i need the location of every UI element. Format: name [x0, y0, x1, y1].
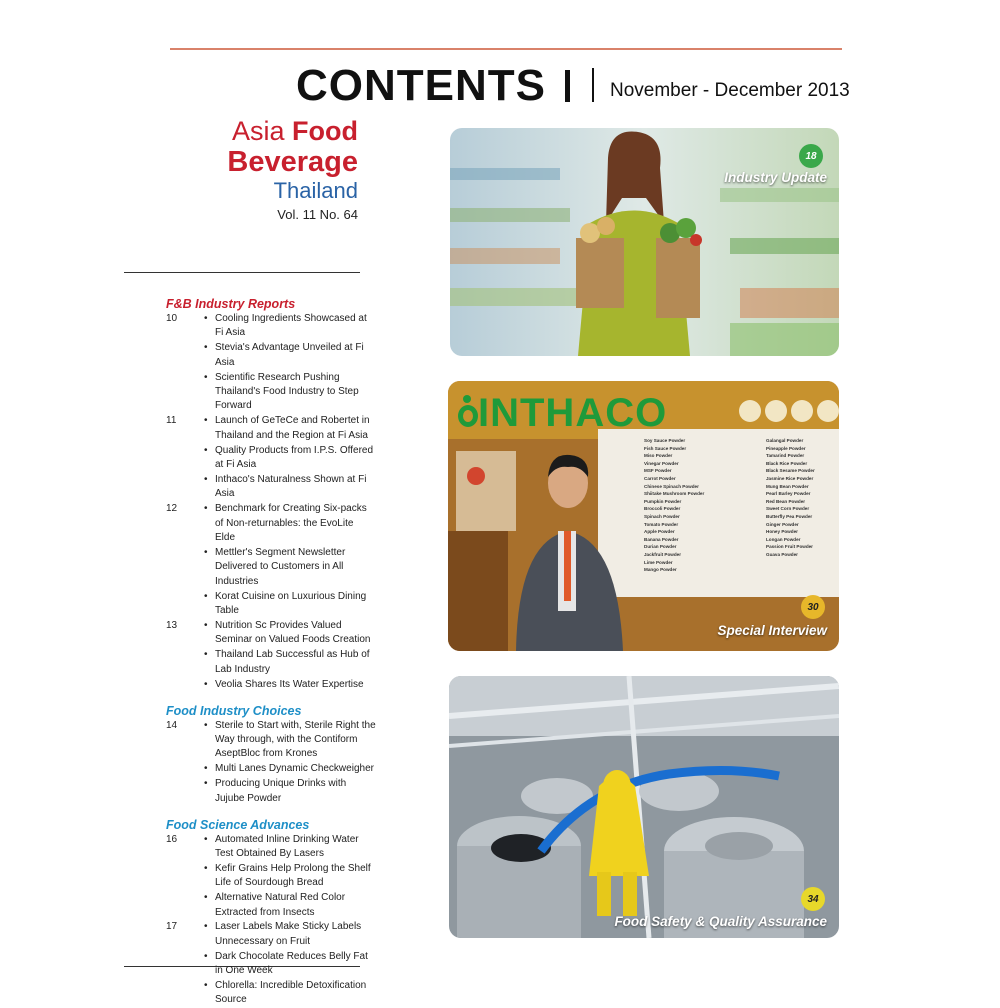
- toc-item-title: Kefir Grains Help Prolong the Shelf Life of Sourdough Bread: [215, 862, 371, 889]
- toc-page-number: 11: [166, 415, 177, 427]
- bullet-icon: •: [204, 371, 208, 383]
- toc-item-title: Veolia Shares Its Water Expertise: [215, 678, 364, 690]
- toc-page-number: 10: [166, 313, 178, 324]
- bullet-icon: •: [204, 778, 208, 790]
- toc-page-number: 14: [166, 719, 178, 731]
- powder-label: Mung Bean Powder: [766, 483, 809, 489]
- toc-item-title: Dark Chocolate Reduces Belly Fat in One Week: [215, 950, 368, 977]
- toc-item-title: Producing Unique Drinks with Jujube Powder: [215, 778, 347, 804]
- powder-label: Tomato Powder: [644, 521, 679, 527]
- top-rule: [170, 48, 842, 50]
- page-badge: 30: [801, 595, 825, 619]
- toc-item-title: Sterile to Start with, Sterile Right the Way through, with the Contiform AseptBloc from Krones: [215, 719, 376, 760]
- toc-item-title: Korat Cuisine on Luxurious Dining Table: [215, 590, 367, 617]
- toc-item-title: Nutrition Sc Provides Valued Seminar on Valued Foods Creation: [215, 620, 371, 646]
- toc-item[interactable]: [200, 777, 376, 806]
- toc-item[interactable]: [200, 414, 376, 443]
- powder-label: Jackfruit Powder: [644, 551, 682, 557]
- toc-entry[interactable]: [166, 414, 376, 502]
- toc-item-title: Mettler's Segment Newsletter Delivered to Customers in All Industries: [215, 547, 346, 587]
- powder-label: Chinese Spinach Powder: [644, 483, 699, 489]
- bullet-icon: •: [204, 313, 208, 324]
- toc-top-rule: [124, 272, 360, 273]
- toc-section-title: F&B Industry Reports: [166, 297, 296, 311]
- bullet-icon: •: [204, 342, 208, 354]
- bullet-icon: •: [204, 921, 208, 933]
- inthaco-logo-icon: [458, 395, 472, 429]
- toc-page-number: 13: [166, 620, 178, 632]
- bullet-icon: •: [204, 833, 208, 845]
- toc-item-title: Benchmark for Creating Six-packs of Non-returnables: the EvoLite Elde: [215, 503, 367, 544]
- toc-item[interactable]: [200, 312, 376, 341]
- industry-update-photo[interactable]: [450, 128, 839, 356]
- toc-item[interactable]: [200, 502, 376, 545]
- steel-tanks-image: [449, 676, 839, 938]
- bullet-icon: •: [204, 444, 208, 456]
- toc-item-title: Alternative Natural Red Color Extracted from Insects: [215, 892, 346, 918]
- powder-label: Black Rice Powder: [766, 460, 808, 466]
- toc-item[interactable]: [200, 862, 376, 891]
- masthead: [200, 116, 358, 226]
- toc-section-title: Food Industry Choices: [166, 703, 302, 718]
- powder-label: Red Bean Powder: [766, 498, 806, 504]
- bullet-icon: •: [204, 547, 208, 558]
- toc-item[interactable]: [200, 619, 376, 648]
- shopper-image: [450, 128, 839, 356]
- toc-item-title: Automated Inline Drinking Water Test Obtained By Lasers: [215, 833, 359, 859]
- toc-item-title: Thailand Lab Successful as Hub of Lab Industry: [215, 649, 370, 675]
- toc-item[interactable]: [200, 719, 376, 762]
- bullet-icon: •: [204, 719, 208, 731]
- toc-item[interactable]: [200, 444, 376, 473]
- special-interview-photo[interactable]: [448, 381, 839, 651]
- powder-label: Lime Powder: [644, 559, 673, 565]
- toc-entry[interactable]: [166, 719, 376, 807]
- feature-caption: Industry Update: [724, 170, 827, 185]
- bullet-icon: •: [204, 620, 208, 632]
- toc-item-title: Launch of GeTeCe and Robertet in Thailand and the Region at Fi Asia: [215, 415, 370, 441]
- toc-item-title: Laser Labels Make Sticky Labels Unnecessary on Fruit: [215, 921, 362, 947]
- toc-item[interactable]: [200, 920, 376, 949]
- powder-label: Miso Powder: [644, 453, 673, 459]
- feature-caption: Food Safety & Quality Assurance: [614, 914, 827, 929]
- toc-item[interactable]: [200, 473, 376, 502]
- bullet-icon: •: [204, 892, 208, 904]
- page-badge: 34: [801, 887, 825, 911]
- powder-label: Guava Powder: [766, 551, 798, 557]
- powder-label: Shiitake Mushroom Powder: [644, 491, 705, 497]
- toc-item[interactable]: [200, 678, 376, 692]
- toc-entry[interactable]: [166, 833, 376, 921]
- title-divider: [592, 68, 594, 102]
- bullet-icon: •: [204, 862, 208, 874]
- bullet-icon: •: [204, 678, 208, 690]
- bullet-icon: •: [204, 649, 208, 661]
- toc-item[interactable]: [200, 891, 376, 920]
- toc-item-title: Scientific Research Pushing Thailand's Food Industry to Step Forward: [215, 371, 359, 412]
- toc-item-title: Quality Products from I.P.S. Offered at Fi Asia: [215, 444, 374, 471]
- toc-item-title: Cooling Ingredients Showcased at Fi Asia: [215, 313, 367, 339]
- toc-item[interactable]: [200, 590, 376, 619]
- toc-item[interactable]: [200, 648, 376, 677]
- bullet-icon: •: [204, 415, 208, 427]
- toc-item-title: Inthaco's Naturalness Shown at Fi Asia: [215, 473, 367, 500]
- bullet-icon: •: [204, 980, 208, 992]
- issue-date: November - December 2013: [610, 80, 850, 101]
- toc-item-title: Stevia's Advantage Unveiled at Fi Asia: [215, 342, 364, 368]
- bullet-icon: •: [204, 590, 208, 602]
- inthaco-sign: INTHACO: [478, 391, 668, 435]
- powder-label: Butterfly Pea Powder: [766, 513, 813, 519]
- powder-list-left: [644, 437, 704, 574]
- bullet-icon: •: [204, 950, 208, 962]
- bullet-icon: •: [204, 473, 208, 485]
- masthead-thailand: Thailand: [273, 178, 358, 203]
- food-safety-photo[interactable]: [449, 676, 839, 938]
- masthead-food: Food: [292, 116, 358, 146]
- powder-label: Carrot Powder: [644, 475, 676, 481]
- powder-label: Spinach Powder: [644, 513, 680, 519]
- toc-entry[interactable]: [166, 312, 376, 414]
- powder-label: Galangal Powder: [766, 438, 804, 443]
- masthead-line1: [200, 116, 358, 147]
- table-of-contents: [166, 292, 376, 1008]
- toc-item[interactable]: [200, 979, 376, 1008]
- powder-list-right: [766, 437, 815, 559]
- powder-label: Tamarind Powder: [766, 453, 805, 459]
- powder-label: Soy Sauce Powder: [644, 438, 686, 443]
- powder-label: Passion Fruit Powder: [766, 544, 813, 550]
- masthead-asia: Asia: [231, 116, 285, 146]
- powder-label: Ginger Powder: [766, 521, 799, 527]
- toc-entry[interactable]: [166, 619, 376, 693]
- volume-number: Vol. 11 No. 64: [277, 207, 358, 222]
- toc-section-title: Food Science Advances: [166, 817, 310, 832]
- toc-item[interactable]: [200, 950, 376, 979]
- powder-label: Apple Powder: [644, 529, 675, 535]
- toc-page-number: 16: [166, 833, 178, 845]
- powder-label: Pineapple Powder: [766, 445, 806, 451]
- toc-item[interactable]: [200, 341, 376, 370]
- toc-entry[interactable]: [166, 920, 376, 1008]
- powder-label: Mango Powder: [644, 567, 677, 573]
- page-badge: 18: [799, 144, 823, 168]
- powder-label: Pearl Barley Powder: [766, 491, 811, 497]
- masthead-beverage: Beverage: [227, 146, 358, 178]
- toc-item[interactable]: [200, 371, 376, 414]
- toc-entry[interactable]: [166, 502, 376, 619]
- toc-item-title: Multi Lanes Dynamic Checkweigher: [215, 763, 374, 775]
- powder-label: MSF Powder: [644, 468, 672, 474]
- toc-item[interactable]: [200, 546, 376, 589]
- powder-label: Honey Powder: [766, 529, 798, 535]
- bullet-icon: •: [204, 503, 208, 515]
- toc-page-number: 17: [166, 921, 178, 933]
- powder-label: Broccoli Powder: [644, 506, 681, 512]
- powder-label: Longan Powder: [766, 536, 801, 542]
- toc-page-number: 12: [166, 503, 178, 515]
- toc-item-title: Chlorella: Incredible Detoxification Source: [215, 980, 367, 1006]
- feature-caption: Special Interview: [717, 623, 827, 638]
- powder-label: Banana Powder: [644, 536, 679, 542]
- powder-label: Fish Sauce Powder: [644, 445, 687, 451]
- title-bar-decoration: [565, 70, 570, 102]
- powder-label: Sweet Corn Powder: [766, 506, 810, 512]
- toc-item[interactable]: [200, 833, 376, 862]
- powder-label: Pumpkin Powder: [644, 498, 682, 504]
- bullet-icon: •: [204, 763, 208, 775]
- page-title: CONTENTS: [296, 61, 546, 110]
- powder-label: Durian Powder: [644, 544, 677, 550]
- powder-label: Vinegar Powder: [644, 460, 679, 466]
- powder-label: Jasmine Rice Powder: [766, 475, 814, 481]
- toc-item[interactable]: [200, 762, 376, 776]
- powder-label: Black Sesame Powder: [766, 468, 815, 474]
